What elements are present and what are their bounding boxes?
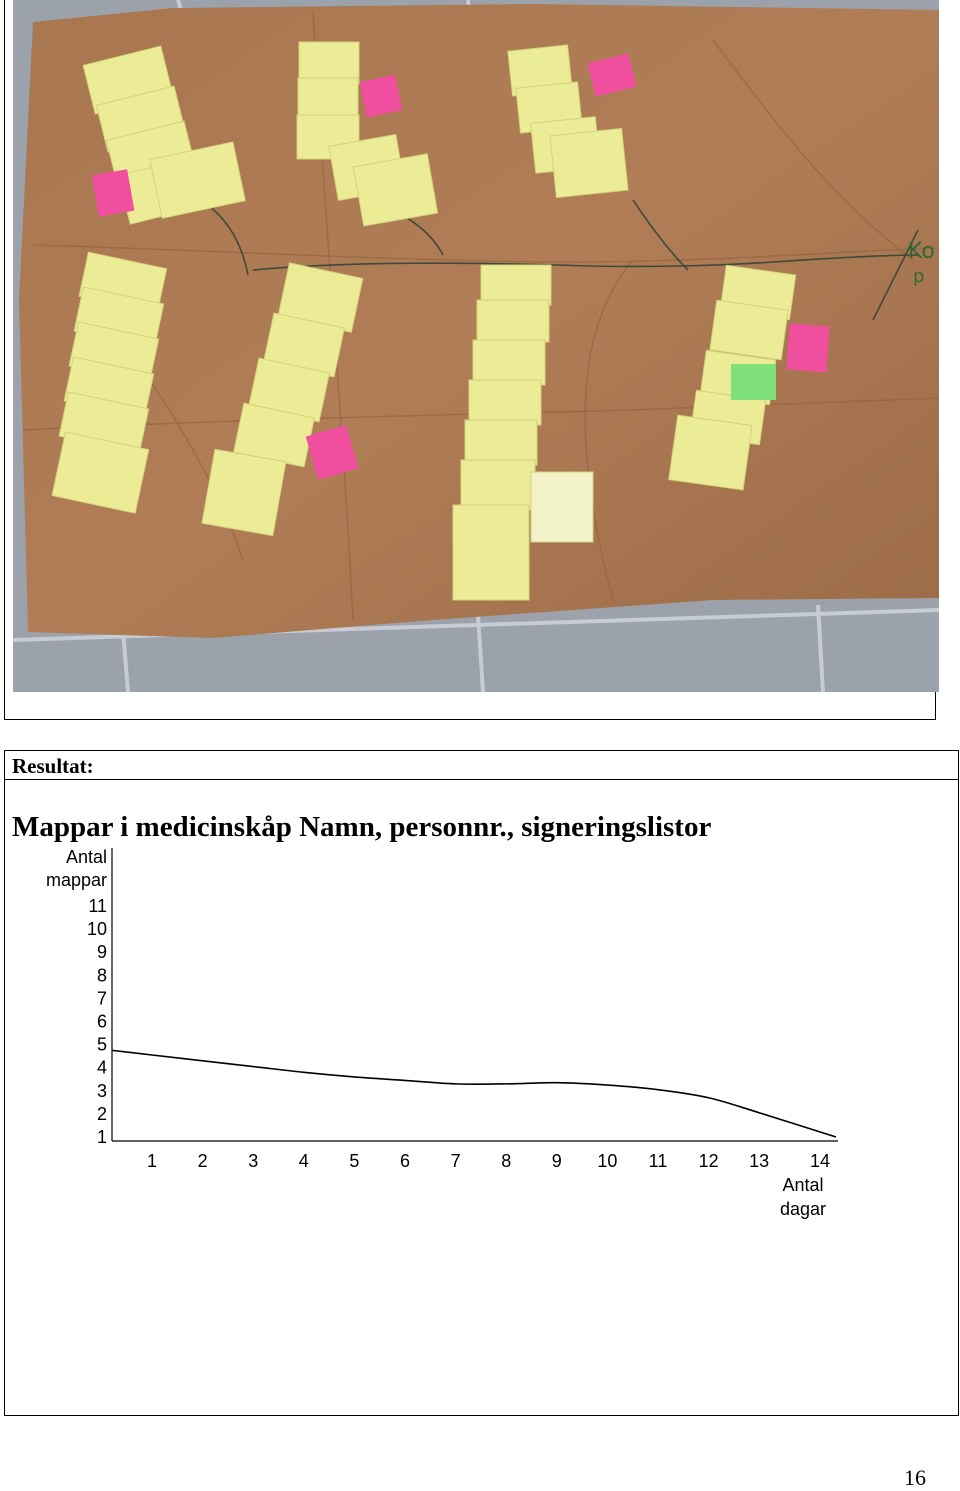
y-tick-label: 5 — [96, 1034, 107, 1055]
x-tick-label: 4 — [298, 1151, 309, 1171]
y-axis-label-line: Antal — [65, 847, 107, 867]
x-axis-label-line: Antal — [782, 1175, 824, 1195]
y-tick-label: 10 — [86, 919, 107, 940]
x-tick-label: 14 — [809, 1151, 831, 1171]
y-tick-label: 11 — [88, 896, 107, 916]
x-tick-label: 12 — [698, 1151, 719, 1171]
y-tick-label: 6 — [96, 1011, 107, 1032]
y-axis-label-line: mappar — [45, 870, 107, 890]
x-tick-label: 2 — [197, 1151, 208, 1171]
handwriting-p: p — [913, 266, 925, 287]
x-axis-label-line: dagar — [779, 1199, 827, 1219]
x-tick-label: 6 — [399, 1151, 411, 1171]
series-line — [112, 1050, 836, 1137]
chart-title: Mappar i medicinskåp Namn, personnr., signeringslistor — [12, 811, 712, 843]
y-tick-label: 4 — [96, 1057, 107, 1078]
chart-axes — [112, 848, 838, 1141]
y-tick-label: 8 — [96, 965, 107, 986]
x-tick-label: 3 — [248, 1151, 259, 1171]
x-tick-label: 10 — [597, 1151, 618, 1171]
x-tick-label: 11 — [648, 1151, 668, 1171]
x-tick-label: 9 — [551, 1151, 562, 1171]
pink-note-2 — [360, 75, 403, 118]
y-tick-labels — [87, 896, 107, 1147]
pink-note-1 — [92, 169, 135, 217]
y-tick-label: 9 — [96, 942, 107, 963]
pink-note-5 — [786, 324, 829, 373]
brown-paper-sticky-notes-photo — [13, 0, 939, 692]
y-tick-label: 7 — [96, 988, 107, 1009]
line-chart — [0, 840, 960, 1240]
y-tick-label: 2 — [96, 1103, 107, 1124]
green-note — [731, 364, 776, 400]
x-tick-label: 1 — [146, 1151, 158, 1171]
y-tick-label: 1 — [96, 1127, 107, 1147]
photo-frame — [4, 0, 936, 720]
result-header — [5, 751, 958, 780]
x-tick-label: 7 — [450, 1151, 461, 1171]
x-tick-label: 13 — [749, 1151, 770, 1171]
page-number: 16 — [904, 1465, 926, 1490]
y-tick-label: 3 — [96, 1080, 107, 1101]
x-tick-label: 8 — [501, 1151, 512, 1171]
x-tick-labels — [147, 1151, 830, 1171]
x-tick-label: 5 — [349, 1151, 360, 1171]
handwriting-ko: Ko — [908, 239, 935, 264]
result-label: Resultat: — [12, 754, 94, 778]
